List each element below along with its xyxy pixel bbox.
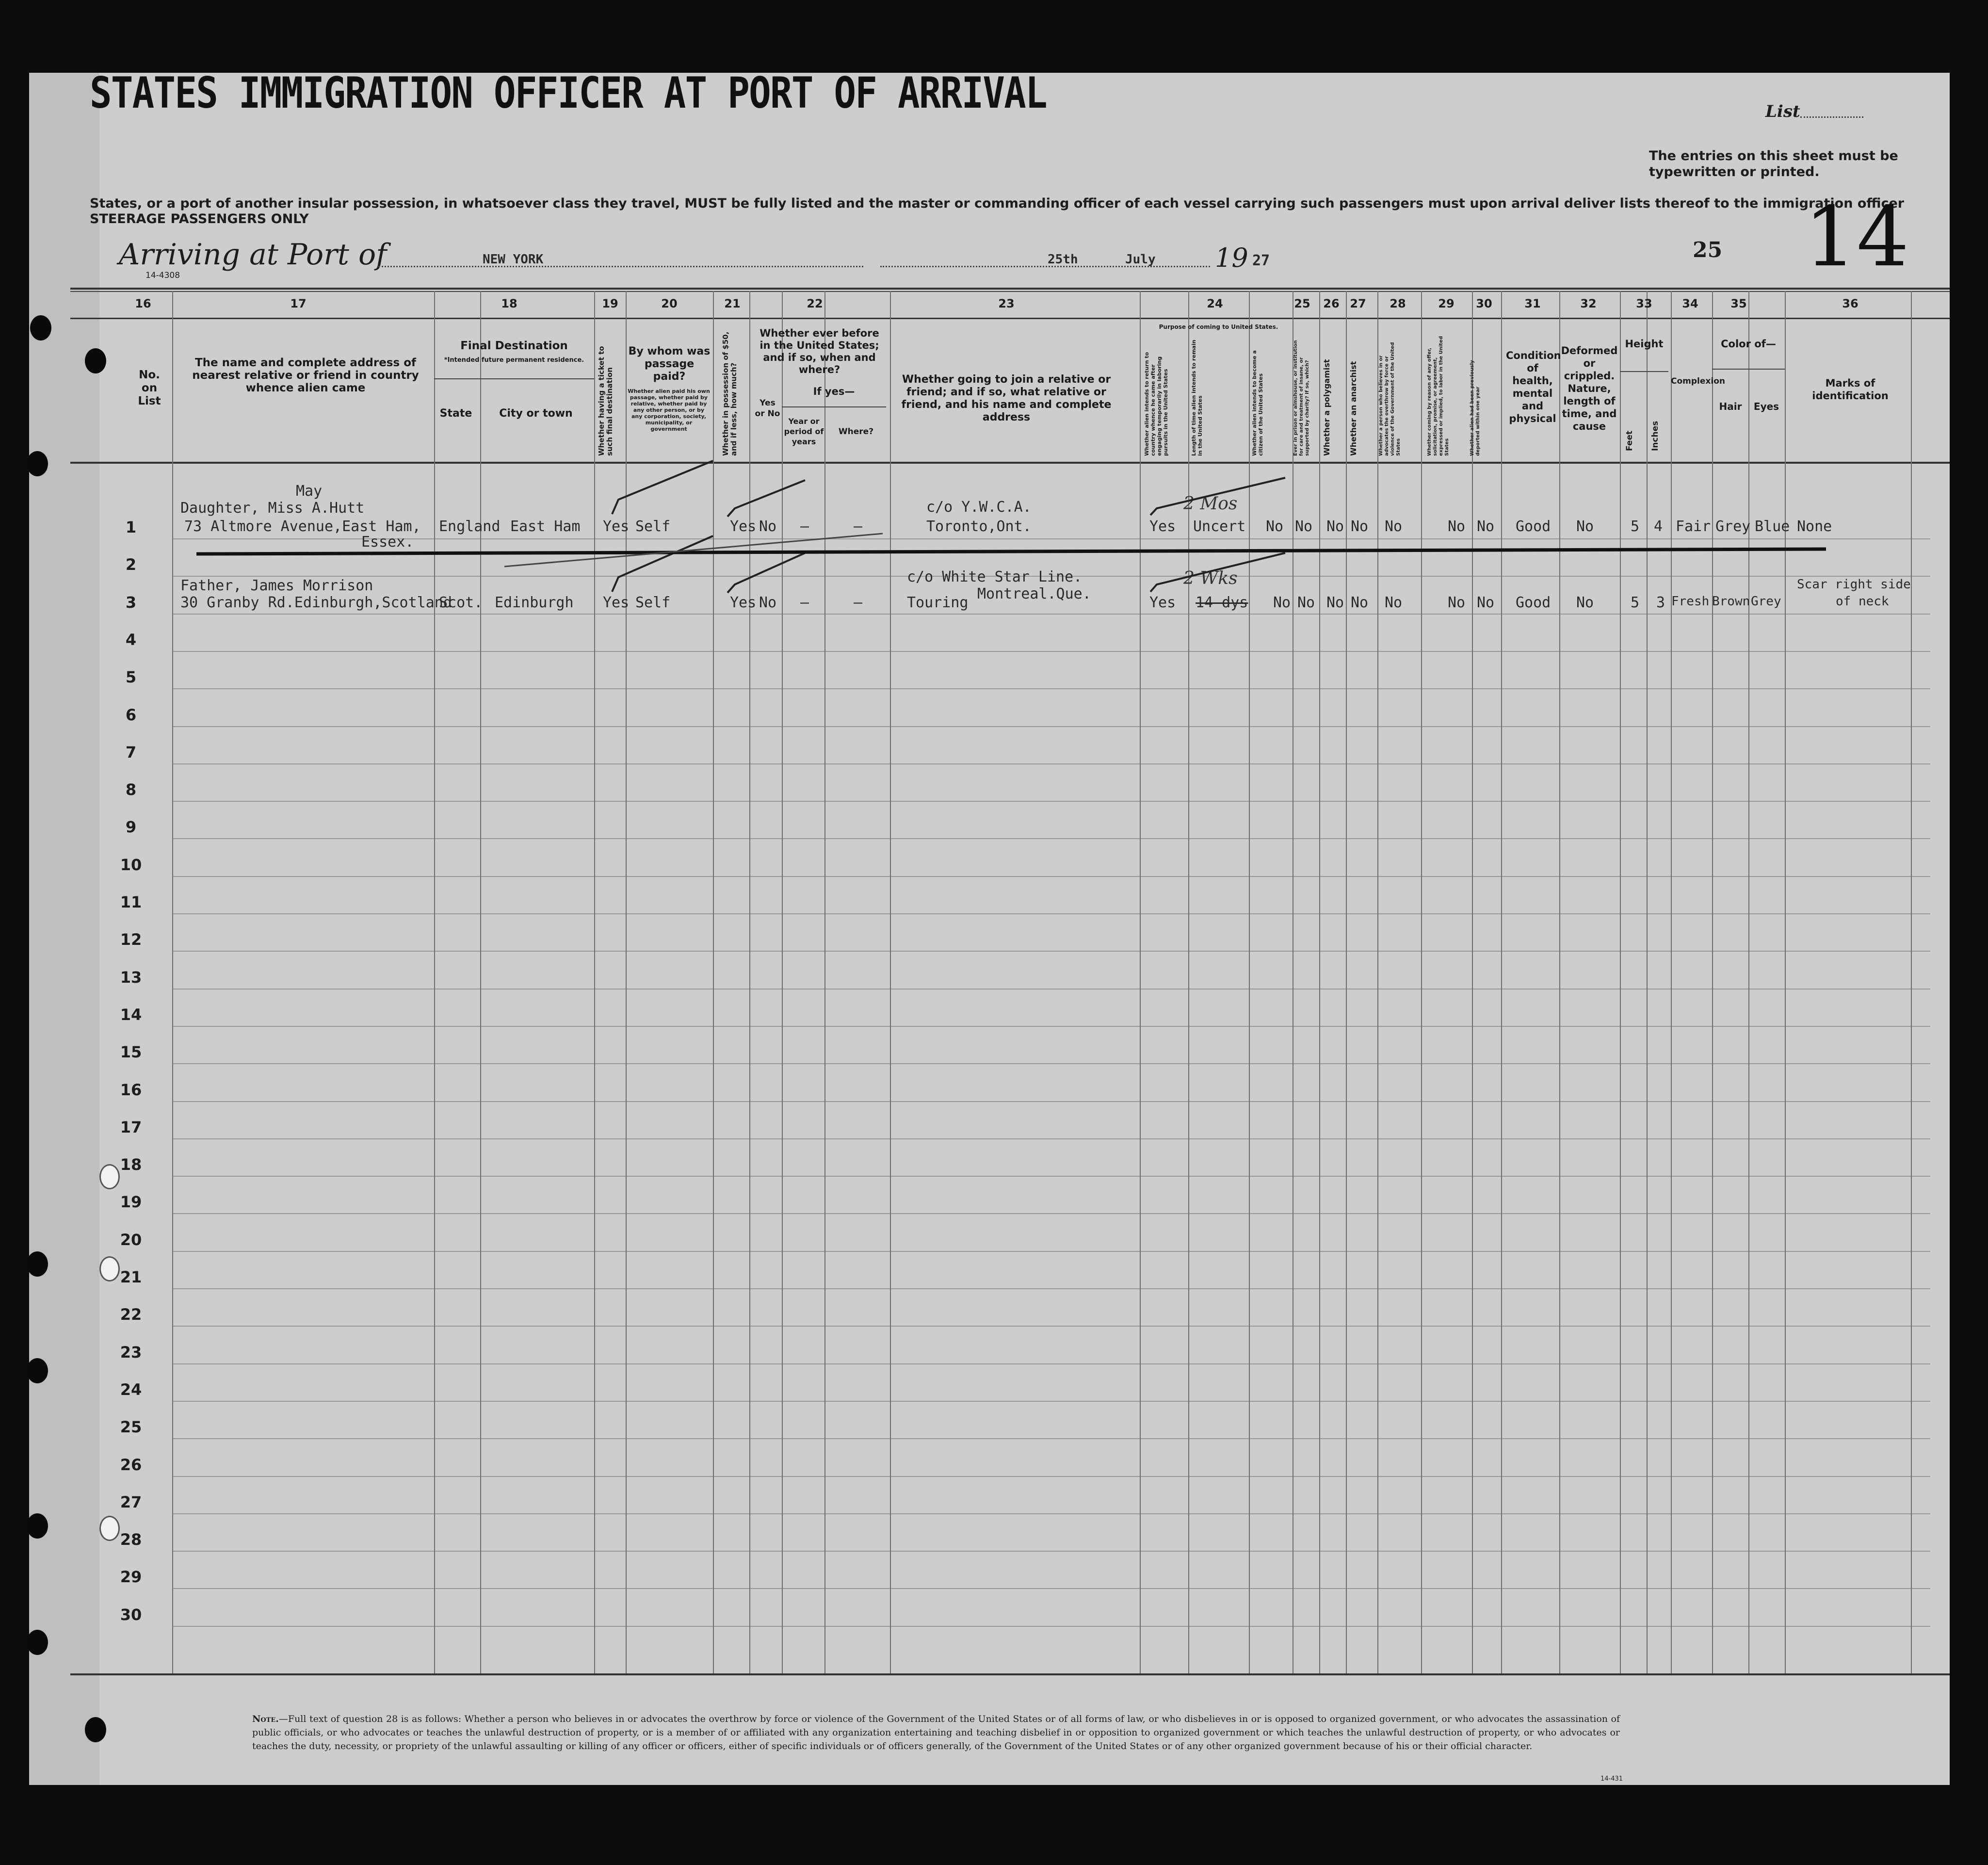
entry1-where: – [854, 518, 863, 535]
colnum-32: 32 [1580, 297, 1597, 310]
colnum-34: 34 [1682, 297, 1698, 310]
entry2-join-purpose: Touring [907, 594, 969, 611]
header-marks: Marks of identification [1812, 377, 1889, 402]
entry1-prison: No [1295, 518, 1313, 535]
row-number: 19 [120, 1193, 142, 1212]
header-where: Where? [838, 427, 874, 437]
header-color: Color of— [1721, 338, 1776, 350]
header-before-us: Whether ever before in the United States; and if so, when and where? [760, 327, 879, 375]
header-before-yes-no: Yes or No [755, 398, 780, 419]
entry1-citizen: No [1266, 518, 1284, 535]
row-number: 20 [120, 1230, 142, 1249]
row-number: 2 [125, 555, 137, 574]
entry2-where: – [854, 594, 863, 611]
entry1-relative-firstname: May [296, 483, 323, 500]
header-length-stay: Length of time alien intends to remain in the United States [1191, 340, 1203, 456]
entry2-state: Scot. [439, 594, 483, 611]
header-overthrow: Whether a person who believes in or advocates the overthrow by force or violence of the Government of the United States [1378, 342, 1401, 456]
entry2-money: Yes [730, 594, 757, 611]
row-number: 28 [120, 1530, 142, 1549]
arrival-port: NEW YORK [483, 252, 544, 267]
entry1-deformed: No [1576, 518, 1594, 535]
header-deported: Whether alien had been previously deported within one year [1470, 360, 1481, 456]
header-deformed: Deformed or crippled. Nature, length of time, and cause [1561, 345, 1618, 432]
entry1-polygamist: No [1326, 518, 1344, 535]
colnum-29: 29 [1438, 297, 1455, 310]
colnum-26: 26 [1323, 297, 1340, 310]
row-number: 11 [120, 893, 142, 911]
colnum-30: 30 [1476, 297, 1492, 310]
row-number: 3 [125, 593, 137, 612]
entry1-join-address: c/o Y.W.C.A. [926, 499, 1032, 516]
entry1-join-city: Toronto,Ont. [926, 518, 1032, 535]
entry2-deformed: No [1576, 594, 1594, 611]
entry2-paid-by: Self [635, 594, 671, 611]
entry1-ticket: Yes [603, 518, 630, 535]
entry2-eyes: Grey [1751, 594, 1781, 609]
header-eyes: Eyes [1753, 401, 1779, 412]
entry2-join-address: c/o White Star Line. [907, 568, 1083, 585]
entry1-hair: Grey [1715, 518, 1751, 535]
entry1-period: – [800, 518, 809, 535]
entry1-before-us: No [759, 518, 777, 535]
entry1-eyes: Blue [1755, 518, 1790, 535]
entry1-inches: 4 [1654, 518, 1663, 535]
entry2-health: Good [1516, 594, 1551, 611]
entry2-ticket: Yes [603, 594, 630, 611]
entry1-relative-name: Daughter, Miss A.Hutt [180, 500, 365, 517]
entry1-paid-by: Self [635, 518, 671, 535]
colnum-20: 20 [661, 297, 678, 310]
page-title: STATES IMMIGRATION OFFICER AT PORT OF ARRIVAL [90, 68, 1047, 118]
entry1-length: Uncert [1193, 518, 1246, 535]
row-number: 21 [120, 1268, 142, 1286]
colnum-17: 17 [290, 297, 307, 310]
header-final-destination: Final Destination [460, 340, 568, 352]
header-citizen: Whether alien intends to become a citizen of the United States [1251, 350, 1264, 456]
entry2-join-city: Montreal.Que. [977, 585, 1091, 602]
row-number: 25 [120, 1418, 142, 1437]
header-feet: Feet [1625, 430, 1634, 451]
row-number: 16 [120, 1080, 142, 1099]
arrival-year-prefix: 19 [1215, 243, 1248, 273]
list-number: 25 [1693, 238, 1723, 262]
row-number: 12 [120, 930, 142, 949]
row-number: 30 [120, 1605, 142, 1624]
colnum-35: 35 [1730, 297, 1747, 310]
form-code-bottom: 14-431 [1600, 1775, 1623, 1783]
footnote-text: —Full text of question 28 is as follows: Whether a person who believes in or advocates the overthrow by force or violence of the Government of the United States or of all forms of law, or who disbelieves in or is opposed to organized government, or who advocates the assassination of public officials, or who advocates or teaches the unlawful destruction of property, or is a member of or affiliated with any organization entertaining and teaching disbelief in or opposition to organized government or which teaches the unlawful destruction of property, or who advocates or teaches the duty, necessity, or propriety of the unlawful assaulting or killing of any officer or officers, either of specific individuals or of officers generally, of the Government of the United States or of any other organized government because of his or their official character. [252, 1714, 1620, 1751]
row-number: 8 [125, 780, 137, 799]
arrival-month: July [1125, 252, 1156, 267]
header-intend-return: Whether alien intends to return to country whence he came after engaging temporarily in laboring pursuits in the United States [1144, 352, 1169, 456]
footnote-label: Note. [252, 1714, 279, 1724]
entry1-deported: No [1477, 518, 1495, 535]
entry2-before-us: No [759, 594, 777, 611]
colnum-25: 25 [1294, 297, 1310, 310]
entry2-return: Yes [1149, 594, 1176, 611]
header-city: City or town [499, 407, 573, 420]
header-polygamist: Whether a polygamist [1322, 359, 1331, 456]
header-if-yes: If yes— [813, 386, 855, 397]
entry2-anarchist: No [1351, 594, 1369, 611]
entry2-period: – [800, 594, 809, 611]
entry1-relative-county: Essex. [361, 534, 414, 551]
row-number: 27 [120, 1492, 142, 1511]
header-hair: Hair [1719, 401, 1742, 412]
entry2-citizen: No [1273, 594, 1291, 611]
entry1-health: Good [1516, 518, 1551, 535]
header-final-destination-note: *Intended future permanent residence. [444, 357, 584, 364]
entry2-length-handwritten: 2 Wks [1183, 568, 1238, 588]
entry2-polygamist: No [1326, 594, 1344, 611]
header-money: Whether in possession of $50, and if less, how much? [721, 331, 738, 456]
header-join-relative: Whether going to join a relative or friend; and if so, what relative or friend, and his name and complete address [901, 373, 1112, 423]
header-contract-labor: Whether coming by reason of any offer, solicitation, promise, or agreement, expressed or implied, to labor in the United States [1427, 336, 1450, 456]
entry1-complexion: Fair [1676, 518, 1711, 535]
row-number: 18 [120, 1155, 142, 1174]
typewritten-notice-text: The entries on this sheet must be typewritten or printed. [1649, 148, 1898, 179]
header-ticket: Whether having a ticket to such final destination [597, 346, 614, 456]
entry2-prison: No [1297, 594, 1315, 611]
header-state: State [439, 407, 472, 420]
entry1-overthrow: No [1385, 518, 1403, 535]
entry2-feet: 5 [1631, 594, 1640, 611]
row-number: 23 [120, 1343, 142, 1362]
row-number: 9 [125, 818, 137, 837]
colnum-28: 28 [1390, 297, 1406, 310]
entry2-hair: Brown [1712, 594, 1750, 609]
row-number: 7 [125, 743, 137, 762]
colnum-23: 23 [998, 297, 1015, 310]
entry1-length-handwritten: 2 Mos [1183, 494, 1238, 514]
row-number: 5 [125, 668, 137, 687]
footnote [252, 1712, 1620, 1753]
colnum-31: 31 [1524, 297, 1541, 310]
arrival-label: Arriving at Port of [119, 238, 387, 272]
entry1-money: Yes [730, 518, 757, 535]
entry1-marks: None [1797, 518, 1832, 535]
entry2-deported: No [1477, 594, 1495, 611]
header-no-on-list: No. on List [138, 369, 161, 407]
row-number: 26 [120, 1455, 142, 1474]
header-complexion: Complexion [1671, 376, 1725, 386]
entry2-length: 14 dys [1196, 594, 1248, 611]
row-number: 6 [125, 705, 137, 724]
entry2-relative-address: 30 Granby Rd.Edinburgh,Scotland [180, 594, 452, 611]
colnum-22: 22 [807, 297, 823, 310]
entry1-anarchist: No [1351, 518, 1369, 535]
header-inches: Inches [1650, 421, 1660, 451]
entry1-return: Yes [1149, 518, 1176, 535]
row-number: 24 [120, 1380, 142, 1399]
header-purpose: Purpose of coming to United States. [1159, 324, 1278, 330]
form-code: 14-4308 [145, 271, 180, 280]
header-passage-paid: By whom was passage paid? [628, 345, 711, 383]
arrival-day: 25th [1048, 252, 1078, 267]
row-number: 15 [120, 1043, 142, 1062]
row-number: 22 [120, 1305, 142, 1324]
row-number: 13 [120, 968, 142, 987]
row-number: 4 [125, 630, 137, 649]
list-label: List [1765, 102, 1800, 121]
entry2-inches: 3 [1656, 594, 1665, 611]
steerage-label: STEERAGE PASSENGERS ONLY [90, 211, 309, 227]
entry2-marks: Scar right side [1797, 577, 1911, 592]
colnum-24: 24 [1207, 297, 1223, 310]
header-anarchist: Whether an anarchist [1349, 361, 1358, 456]
colnum-21: 21 [724, 297, 741, 310]
entry1-feet: 5 [1631, 518, 1640, 535]
entry2-overthrow: No [1385, 594, 1403, 611]
arrival-year: 27 [1252, 252, 1270, 269]
entry1-labor: No [1448, 518, 1466, 535]
colnum-19: 19 [602, 297, 618, 310]
header-height: Height [1625, 338, 1664, 350]
header-year-period: Year or period of years [784, 417, 824, 446]
sheet-number: 14 [1804, 189, 1909, 285]
header-prison: Ever in prison or almshouse, or institution for care and treatment of insane, or supported by charity? If so, which? [1293, 340, 1310, 456]
row-number: 29 [120, 1568, 142, 1587]
colnum-16: 16 [135, 297, 151, 310]
row-number: 10 [120, 855, 142, 874]
entry1-city: East Ham [510, 518, 581, 535]
colnum-36: 36 [1842, 297, 1859, 310]
entry2-relative-name: Father, James Morrison [180, 577, 373, 594]
header-relative-address: The name and complete address of nearest relative or friend in country whence alien came [192, 357, 419, 394]
entry2-marks-cont: of neck [1836, 594, 1889, 609]
colnum-18: 18 [501, 297, 517, 310]
entry1-state: England [439, 518, 501, 535]
row-number: 17 [120, 1118, 142, 1136]
header-health: Condition of health, mental and physical [1506, 350, 1561, 424]
entry2-labor: No [1448, 594, 1466, 611]
header-passage-note: Whether alien paid his own passage, whether paid by relative, whether paid by any other person, or by any corporation, society, municipality, or government [628, 388, 710, 432]
entry2-city: Edinburgh [495, 594, 574, 611]
entry1-relative-address: 73 Altmore Avenue,East Ham, [184, 518, 421, 535]
row-number: 1 [125, 518, 137, 536]
row-number: 14 [120, 1005, 142, 1024]
colnum-27: 27 [1350, 297, 1366, 310]
form-instructions: States, or a port of another insular possession, in whatsoever class they travel, MUST be fully listed and the master or commanding officer of each vessel carrying such passengers must upon arrival deliver lists thereof to the immigration officer [90, 196, 1905, 211]
entry2-complexion: Fresh [1671, 594, 1710, 609]
colnum-33: 33 [1636, 297, 1652, 310]
